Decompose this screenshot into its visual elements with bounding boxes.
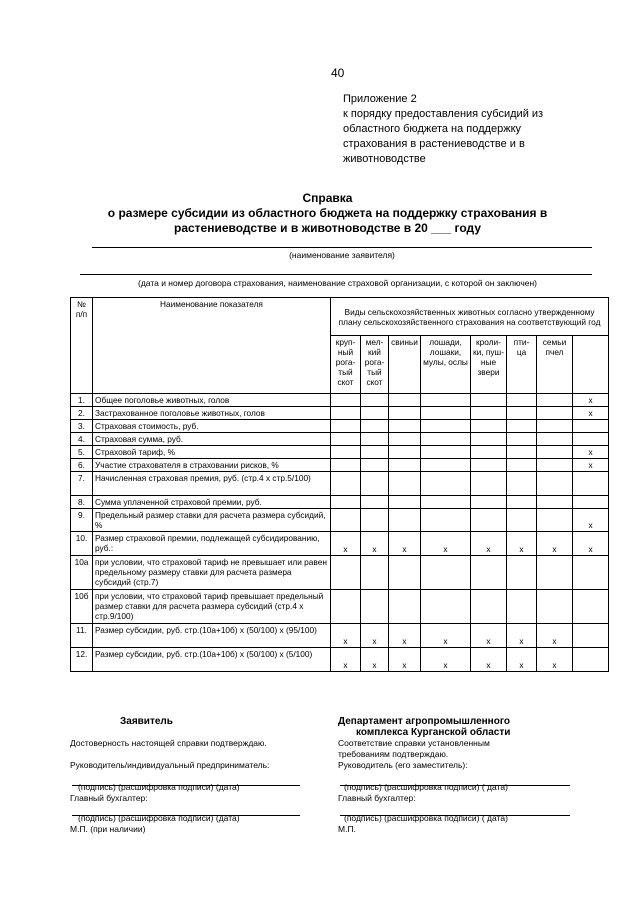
value-cell [421, 394, 471, 407]
row-number: 12. [71, 648, 93, 672]
value-cell: x [507, 648, 537, 672]
value-cell [537, 394, 573, 407]
value-cell [421, 556, 471, 590]
department-head-role: Руководитель (его заместитель): [338, 760, 468, 770]
value-cell: x [573, 459, 609, 472]
value-cell: x [471, 648, 507, 672]
document-title [60, 191, 595, 236]
value-cell [389, 446, 421, 459]
value-cell [507, 509, 537, 532]
value-cell [331, 590, 361, 624]
row-number: 7. [71, 472, 93, 496]
value-cell: x [573, 509, 609, 532]
value-cell [573, 496, 609, 509]
value-cell [331, 420, 361, 433]
value-cell: x [471, 532, 507, 556]
value-cell: x [573, 532, 609, 556]
value-cell: x [507, 532, 537, 556]
table-row [71, 496, 609, 509]
value-cell: x [537, 532, 573, 556]
appendix-note [343, 92, 613, 167]
header-name: Наименование показателя [93, 298, 331, 394]
department-heading: Департамент агропромышленного [338, 716, 510, 727]
table-row [71, 446, 609, 459]
value-cell [361, 496, 389, 509]
value-cell: x [389, 648, 421, 672]
value-cell [361, 459, 389, 472]
value-cell [537, 459, 573, 472]
value-cell: x [421, 532, 471, 556]
row-number: 10. [71, 532, 93, 556]
value-cell [537, 556, 573, 590]
value-cell [389, 407, 421, 420]
animal-column-header: семьи пчел [537, 336, 573, 394]
row-name: при условии, что страховой тариф превышает предельный размер ставки для расчета размера субсидий (стр.4 х стр.9/100) [93, 590, 331, 624]
department-confirm: Соответствие справки установленным [338, 738, 490, 748]
table-row [71, 472, 609, 496]
value-cell: x [573, 446, 609, 459]
data-table [70, 297, 609, 672]
value-cell [537, 433, 573, 446]
applicant-accountant: Главный бухгалтер: [70, 793, 148, 803]
value-cell [331, 433, 361, 446]
value-cell [537, 407, 573, 420]
row-name: Страховой тариф, % [93, 446, 331, 459]
table-row [71, 394, 609, 407]
value-cell [361, 556, 389, 590]
table-row [71, 509, 609, 532]
table-row [71, 433, 609, 446]
row-name: Страховая стоимость, руб. [93, 420, 331, 433]
row-name: Застрахованное поголовье животных, голов [93, 407, 331, 420]
table-row [71, 459, 609, 472]
department-sig-caption: (подпись) (расшифровка подписи) ( дата) [344, 782, 508, 792]
department-stamp: М.П. [338, 824, 356, 834]
table-row [71, 590, 609, 624]
row-number: 10б [71, 590, 93, 624]
value-cell [421, 407, 471, 420]
department-accountant-signature-line [340, 815, 570, 816]
animal-column-header: пти-ца [507, 336, 537, 394]
row-name: Размер субсидии, руб. стр.(10а+10б) х (50/100) х (95/100) [93, 624, 331, 648]
value-cell [471, 556, 507, 590]
value-cell: x [361, 624, 389, 648]
row-number: 9. [71, 509, 93, 532]
value-cell [507, 496, 537, 509]
contract-line [80, 274, 592, 275]
value-cell [537, 446, 573, 459]
value-cell [389, 420, 421, 433]
value-cell [331, 394, 361, 407]
value-cell [573, 624, 609, 648]
value-cell [471, 420, 507, 433]
row-number: 4. [71, 433, 93, 446]
value-cell [507, 590, 537, 624]
row-number: 3. [71, 420, 93, 433]
row-name: Предельный размер ставки для расчета размера субсидий, % [93, 509, 331, 532]
value-cell [331, 459, 361, 472]
value-cell [537, 509, 573, 532]
value-cell: x [573, 407, 609, 420]
value-cell [421, 590, 471, 624]
applicant-caption: (наименование заявителя) [289, 250, 395, 260]
value-cell [471, 496, 507, 509]
value-cell [389, 590, 421, 624]
appendix-line: к порядку предоставления субсидий из [343, 108, 544, 120]
value-cell [361, 590, 389, 624]
value-cell [389, 496, 421, 509]
title-line-2: о размере субсидии из областного бюджета на поддержку страхования в [107, 206, 548, 220]
row-number: 2. [71, 407, 93, 420]
header-num: № п/п [71, 298, 93, 394]
value-cell [421, 509, 471, 532]
value-cell: x [537, 648, 573, 672]
value-cell [507, 459, 537, 472]
value-cell [573, 420, 609, 433]
value-cell: x [389, 624, 421, 648]
value-cell [471, 407, 507, 420]
value-cell [361, 420, 389, 433]
title-line-3: растениеводстве и в животноводстве в 20 ___ году [174, 221, 481, 235]
value-cell [471, 472, 507, 496]
animal-column-header [573, 336, 609, 394]
page-number: 40 [331, 66, 345, 80]
value-cell [573, 472, 609, 496]
row-name: Участие страхователя в страховании рисков, % [93, 459, 331, 472]
value-cell [471, 509, 507, 532]
title-line-1: Справка [302, 191, 353, 205]
value-cell [421, 446, 471, 459]
appendix-line: животноводстве [343, 153, 426, 165]
value-cell: x [331, 532, 361, 556]
value-cell [573, 556, 609, 590]
accountant-signature-line [72, 815, 300, 816]
appendix-line: страхования в растениеводстве и в [343, 138, 525, 150]
applicant-line [92, 247, 592, 248]
value-cell [537, 472, 573, 496]
value-cell: x [361, 648, 389, 672]
value-cell [331, 446, 361, 459]
contract-caption: (дата и номер договора страхования, наименование страховой организации, с которой он заключен) [137, 278, 538, 288]
value-cell [389, 556, 421, 590]
value-cell [537, 590, 573, 624]
value-cell: x [573, 394, 609, 407]
value-cell: x [331, 648, 361, 672]
row-name: Страховая сумма, руб. [93, 433, 331, 446]
value-cell [471, 446, 507, 459]
department-accountant: Главный бухгалтер: [338, 793, 416, 803]
value-cell [507, 394, 537, 407]
applicant-sig-caption: (подпись) (расшифровка подписи) (дата) [78, 782, 240, 792]
row-number: 6. [71, 459, 93, 472]
value-cell [389, 394, 421, 407]
row-name: Размер страховой премии, подлежащей субсидированию, руб.: [93, 532, 331, 556]
value-cell [361, 446, 389, 459]
row-name: Общее поголовье животных, голов [93, 394, 331, 407]
applicant-heading: Заявитель [120, 716, 173, 727]
value-cell [331, 472, 361, 496]
value-cell [421, 496, 471, 509]
row-name: Размер субсидии, руб. стр.(10а+10б) х (50/100) х (5/100) [93, 648, 331, 672]
applicant-signature-line [72, 785, 300, 786]
value-cell [361, 433, 389, 446]
value-cell: x [537, 624, 573, 648]
animal-column-header: свиньи [389, 336, 421, 394]
value-cell [389, 509, 421, 532]
value-cell: x [389, 532, 421, 556]
value-cell [331, 496, 361, 509]
value-cell [537, 420, 573, 433]
row-name: при условии, что страховой тариф не превышает или равен предельному размеру ставки для расчета размера субсидий (стр.7) [93, 556, 331, 590]
applicant-stamp: М.П. (при наличии) [70, 824, 146, 834]
animal-column-header: лошади, лошаки, мулы, ослы [421, 336, 471, 394]
value-cell: x [361, 532, 389, 556]
department-heading: комплекса Курганской области [356, 727, 511, 738]
value-cell [471, 459, 507, 472]
row-number: 11. [71, 624, 93, 648]
value-cell [573, 433, 609, 446]
table-row [71, 556, 609, 590]
table-row [71, 532, 609, 556]
value-cell: x [471, 624, 507, 648]
department-signature-line [340, 785, 570, 786]
value-cell: x [331, 624, 361, 648]
animal-column-header: кроли-ки, пуш-ные звери [471, 336, 507, 394]
value-cell [331, 509, 361, 532]
applicant-head-role: Руководитель/индивидуальный предприниматель: [70, 760, 270, 770]
table-row [71, 407, 609, 420]
value-cell [421, 433, 471, 446]
value-cell [507, 433, 537, 446]
value-cell [573, 648, 609, 672]
department-confirm: требованиям подтверждаю. [338, 749, 449, 759]
value-cell [471, 590, 507, 624]
value-cell [507, 407, 537, 420]
value-cell [361, 407, 389, 420]
value-cell: x [421, 648, 471, 672]
appendix-line: областного бюджета на поддержку [343, 123, 522, 135]
value-cell [537, 496, 573, 509]
row-number: 8. [71, 496, 93, 509]
value-cell [421, 420, 471, 433]
value-cell [389, 472, 421, 496]
department-sig-caption: (подпись) (расшифровка подписи) ( дата) [344, 813, 508, 823]
value-cell [573, 590, 609, 624]
animal-column-header: мел-кий рога-тый скот [361, 336, 389, 394]
header-group: Виды сельскохозяйственных животных согласно утвержденному плану сельскохозяйственного страхования на соответствующий год [331, 298, 609, 336]
row-name: Начисленная страховая премия, руб. (стр.4 х стр.5/100) [93, 472, 331, 496]
value-cell [361, 509, 389, 532]
value-cell [471, 394, 507, 407]
applicant-sig-caption: (подпись) (расшифровка подписи) (дата) [78, 813, 240, 823]
value-cell [507, 556, 537, 590]
row-number: 5. [71, 446, 93, 459]
value-cell [389, 433, 421, 446]
table-row [71, 624, 609, 648]
table-row [71, 648, 609, 672]
value-cell [507, 420, 537, 433]
value-cell [421, 459, 471, 472]
department-signature-block [338, 716, 578, 835]
value-cell [331, 556, 361, 590]
value-cell: x [421, 624, 471, 648]
row-number: 10а [71, 556, 93, 590]
applicant-confirm: Достоверность настоящей справки подтверждаю. [70, 738, 267, 748]
applicant-signature-block [70, 716, 310, 835]
row-number: 1. [71, 394, 93, 407]
value-cell [507, 446, 537, 459]
value-cell [471, 433, 507, 446]
value-cell [361, 394, 389, 407]
value-cell [389, 459, 421, 472]
animal-column-header: круп-ный рога-тый скот [331, 336, 361, 394]
appendix-line: Приложение 2 [343, 93, 417, 105]
value-cell [421, 472, 471, 496]
value-cell [507, 472, 537, 496]
value-cell [331, 407, 361, 420]
value-cell: x [507, 624, 537, 648]
value-cell [361, 472, 389, 496]
row-name: Сумма уплаченной страховой премии, руб. [93, 496, 331, 509]
table-row [71, 420, 609, 433]
